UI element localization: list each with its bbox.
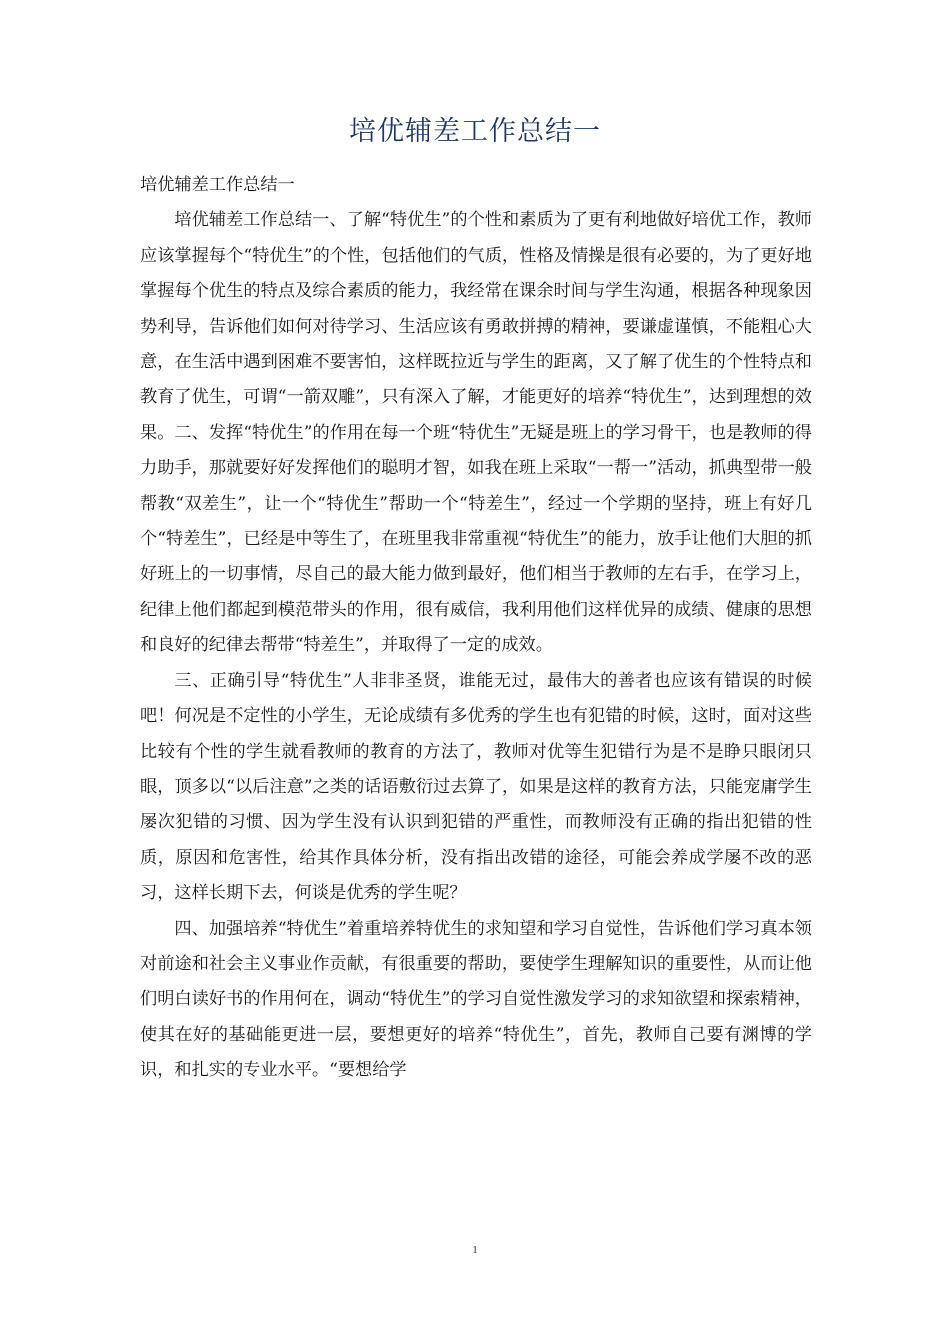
document-subtitle: 培优辅差工作总结一 [140, 175, 295, 195]
paragraph-3: 四、加强培养“特优生”着重培养特优生的求知望和学习自觉性，告诉他们学习真本领对前途和社会主义事业作贡献，有很重要的帮助，要使学生理解知识的重要性，从而让他们明白读好书的作用何在，调动“特优生”的学习自觉性激发学习的求知欲望和探索精神，使其在好的基础能更进一层，要想更好的培养“特优生”，首先，教师自己要有渊博的学识，和扎实的专业水平。“要想给学 [140, 918, 812, 1081]
paragraph-2: 三、正确引导“特优生”人非非圣贤，谁能无过，最伟大的善者也应该有错误的时候吧！何况是不定性的小学生，无论成绩有多优秀的学生也有犯错的时候，这时，面对这些比较有个性的学生就看教师的教育的方法了，教师对优等生犯错行为是不是睁只眼闭只眼，顶多以“以后注意”之类的话语敷衍过去算了，如果是这样的教育方法，只能宠庸学生屡次犯错的习惯、因为学生没有认识到犯错的严重性，而教师没有正确的指出犯错的性质，原因和危害性，给其作具体分析，没有指出改错的途径，可能会养成学屡不改的恶习，这样长期下去，何谈是优秀的学生呢？ [140, 670, 812, 904]
document-title: 培优辅差工作总结一 [349, 116, 601, 147]
paragraph-1: 培优辅差工作总结一、了解“特优生”的个性和素质为了更有利地做好培优工作，教师应该掌握每个“特优生”的个性，包括他们的气质，性格及情操是很有必要的，为了更好地掌握每个优生的特点及综合素质的能力，我经常在课余时间与学生沟通，根据各种现象因势利导，告诉他们如何对待学习、生活应该有勇敢拼搏的精神，要谦虚谨慎，不能粗心大意，在生活中遇到困难不要害怕，这样既拉近与学生的距离，又了解了优生的个性特点和教育了优生，可谓“一箭双雕”，只有深入了解，才能更好的培养“特优生”，达到理想的效果。二、发挥“特优生”的作用在每一个班“特优生”无疑是班上的学习骨干，也是教师的得力助手，那就要好好发挥他们的聪明才智，如我在班上采取“一帮一”活动，抓典型带一般帮教“双差生”，让一个“特优生”帮助一个“特差生”，经过一个学期的坚持，班上有好几个“特差生”，已经是中等生了，在班里我非常重视“特优生”的能力，放手让他们大胆的抓好班上的一切事情，尽自己的最大能力做到最好，他们相当于教师的左右手，在学习上，纪律上他们都起到模范带头的作用，很有威信，我利用他们这样优异的成绩、健康的思想和良好的纪律去帮带“特差生”，并取得了一定的成效。 [140, 210, 812, 656]
document-body [140, 168, 812, 1089]
page-number: 1 [472, 1244, 478, 1256]
